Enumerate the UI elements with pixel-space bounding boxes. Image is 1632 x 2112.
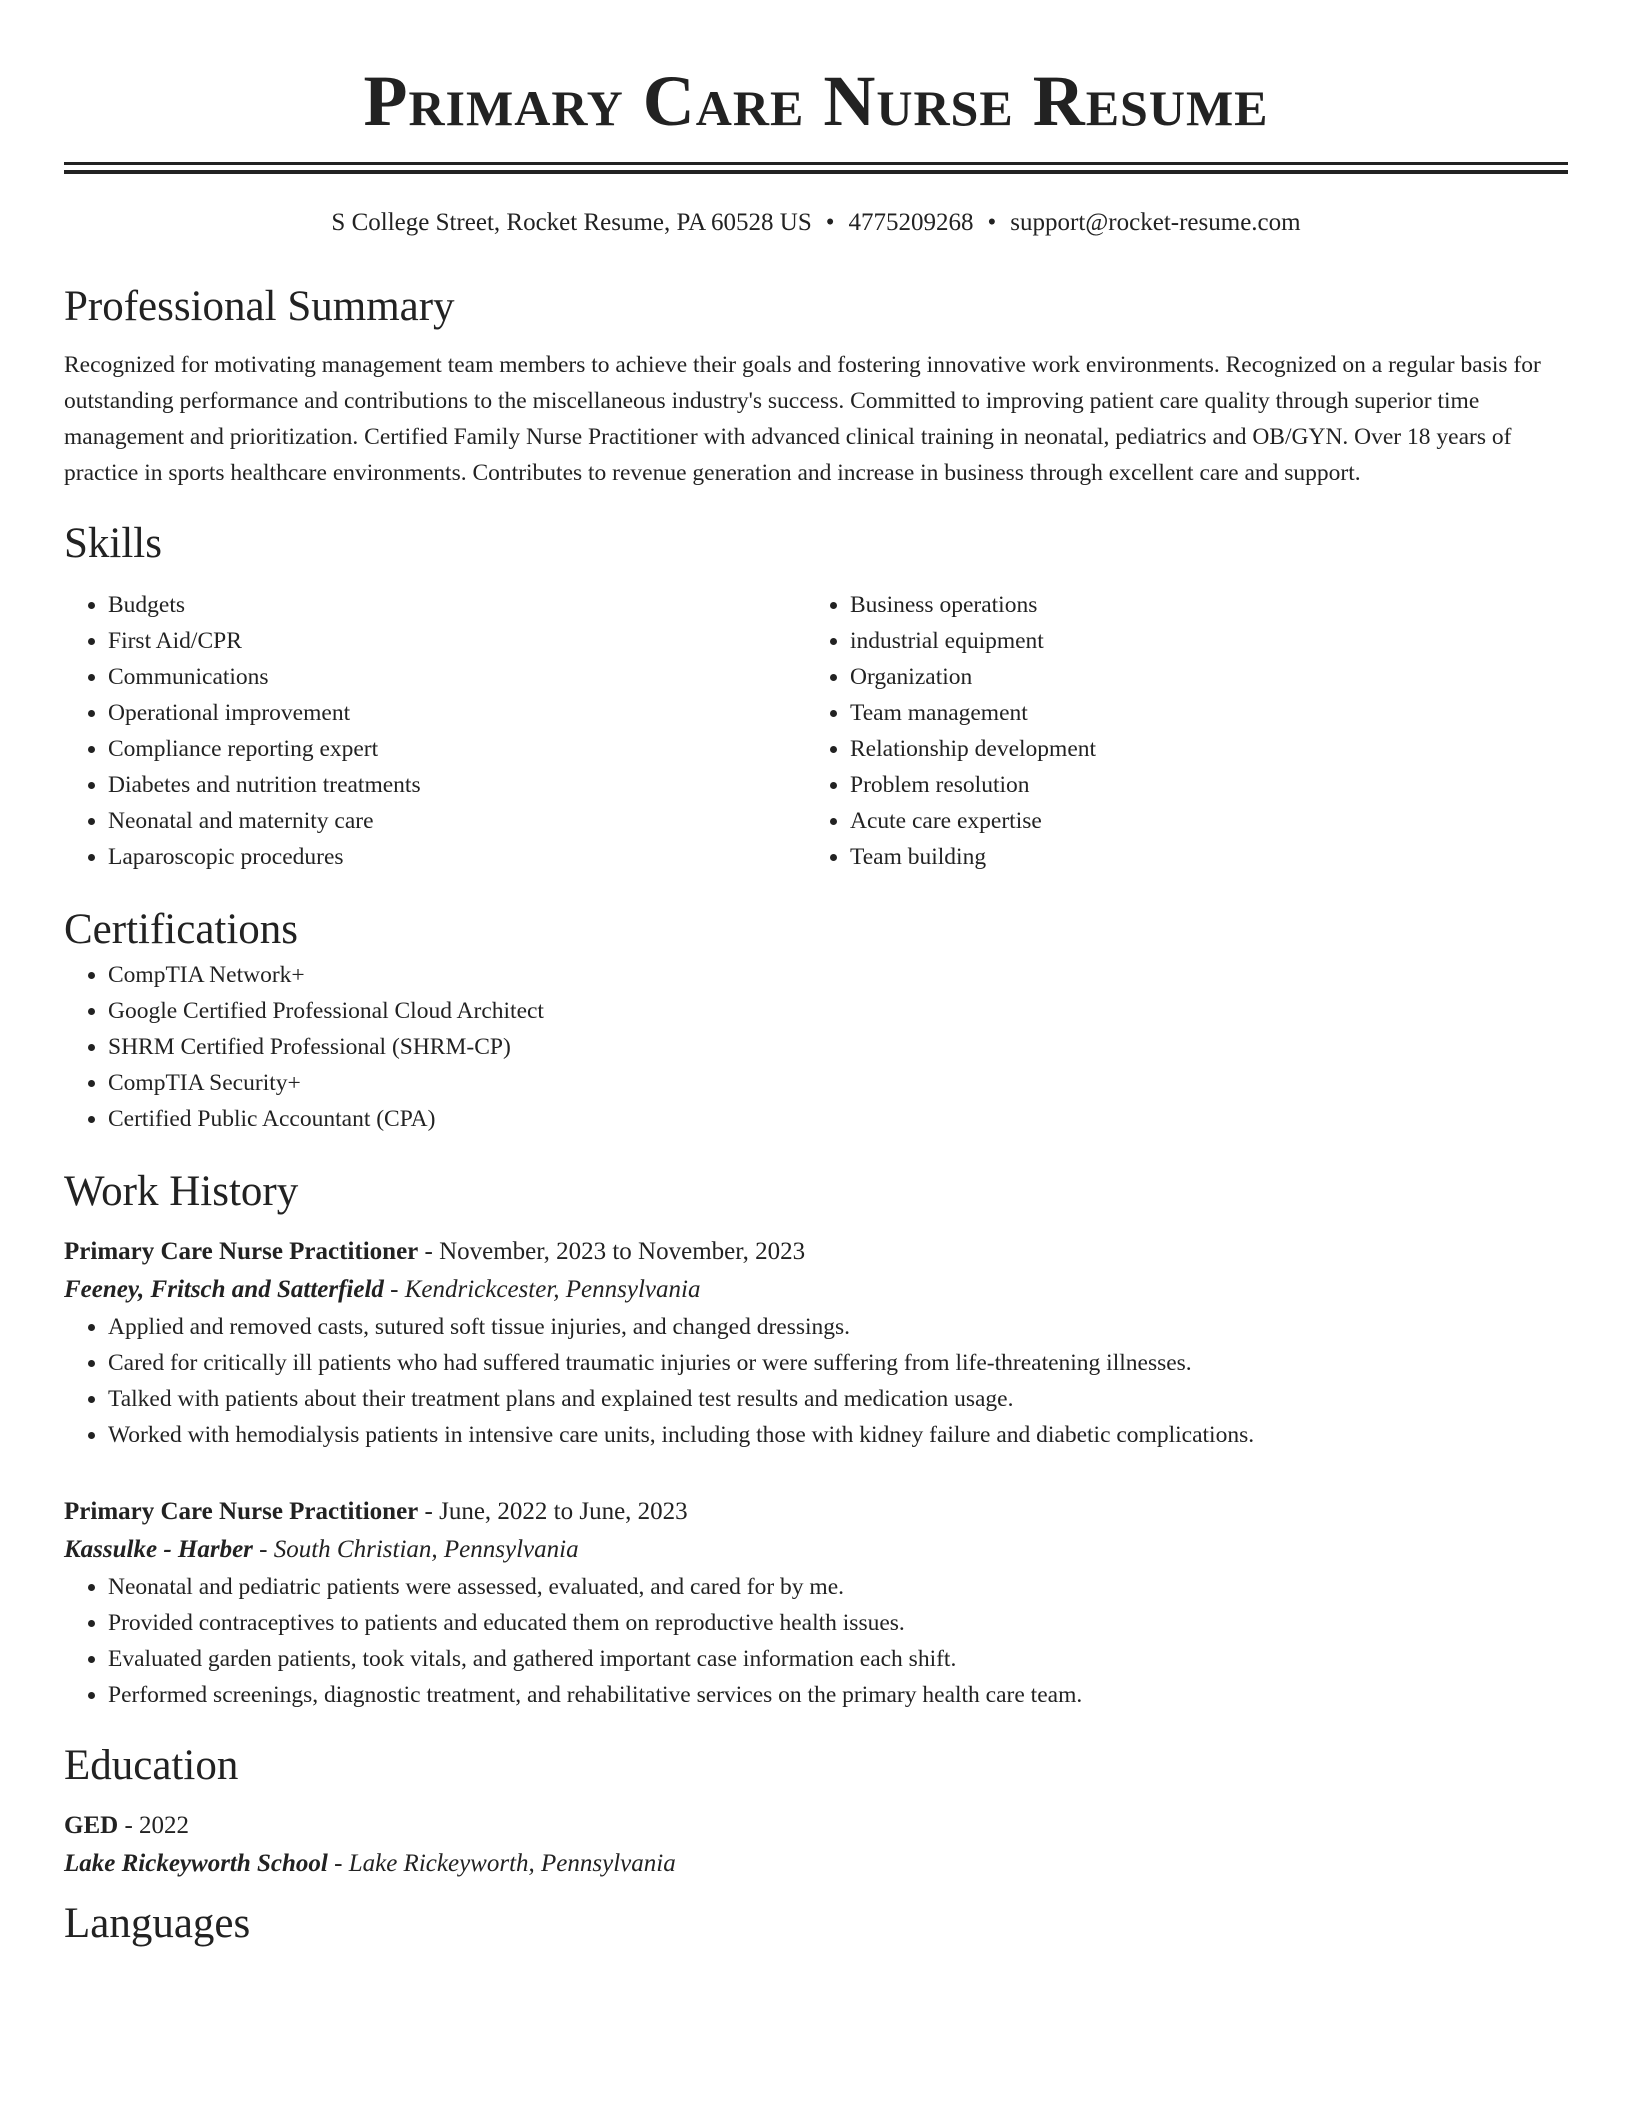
- job-employer-line: [64, 1271, 1568, 1309]
- contact-address: S College Street, Rocket Resume, PA 60528 US: [331, 209, 812, 236]
- certifications-list: [64, 957, 1568, 1137]
- skill-item: • Operational improvement: [108, 695, 806, 731]
- skill-item: • Team building: [850, 839, 1548, 875]
- summary-heading: Professional Summary: [64, 283, 455, 330]
- job-company: Feeney, Fritsch and Satterfield: [64, 1276, 384, 1303]
- job-location: - South Christian, Pennsylvania: [252, 1536, 579, 1563]
- skill-item: • industrial equipment: [850, 623, 1548, 659]
- job-company: Kassulke - Harber: [64, 1536, 253, 1563]
- job-entry: [64, 1233, 1568, 1453]
- job-duty-item: • Worked with hemodialysis patients in intensive care units, including those with kidney failure and diabetic complications.: [108, 1417, 1568, 1453]
- title-double-rule: [64, 162, 1568, 174]
- education-degree: GED: [64, 1812, 119, 1839]
- skill-item: • Organization: [850, 659, 1548, 695]
- skill-item: • Problem resolution: [850, 767, 1548, 803]
- skill-item: • Relationship development: [850, 731, 1548, 767]
- job-duty-item: • Cared for critically ill patients who had suffered traumatic injuries or were suffering from life-threatening illnesses.: [108, 1345, 1568, 1381]
- education-heading: Education: [64, 1742, 239, 1789]
- education-entry: [64, 1807, 1568, 1883]
- job-duty-item: • Talked with patients about their treatment plans and explained test results and medication usage.: [108, 1381, 1568, 1417]
- skill-item: • Business operations: [850, 587, 1548, 623]
- certification-item: • CompTIA Network+: [108, 957, 1568, 993]
- education-year: - 2022: [118, 1812, 190, 1839]
- skill-item: • Budgets: [108, 587, 806, 623]
- skill-item: • First Aid/CPR: [108, 623, 806, 659]
- skills-column-right: [806, 587, 1548, 875]
- contact-email: support@rocket-resume.com: [1010, 209, 1301, 236]
- skill-item: • Compliance reporting expert: [108, 731, 806, 767]
- skills-heading: Skills: [64, 520, 162, 567]
- job-dates: - June, 2022 to June, 2023: [418, 1498, 688, 1525]
- job-title: Primary Care Nurse Practitioner: [64, 1498, 419, 1525]
- job-dates: - November, 2023 to November, 2023: [418, 1238, 806, 1265]
- job-location: - Kendrickcester, Pennsylvania: [383, 1276, 701, 1303]
- resume-title: Primary Care Nurse Resume: [363, 61, 1269, 141]
- job-duties-list: [64, 1569, 1568, 1713]
- contact-phone: 4775209268: [848, 209, 974, 236]
- skill-item: • Acute care expertise: [850, 803, 1548, 839]
- skills-list: [64, 587, 1568, 875]
- contact-line: [64, 206, 1568, 240]
- contact-separator: •: [825, 209, 835, 236]
- summary-text: Recognized for motivating management team members to achieve their goals and fostering innovative work environments. Recognized on a regular basis for outstanding performance and contributions to the miscellaneous industry's success. Committed to improving patient care quality through superior time management and prioritization. Certified Family Nurse Practitioner with advanced clinical training in neonatal, pediatrics and OB/GYN. Over 18 years of practice in sports healthcare environments. Contributes to revenue generation and increase in business through excellent care and support.: [64, 352, 1541, 486]
- skill-item: • Team management: [850, 695, 1548, 731]
- contact-separator: •: [987, 209, 997, 236]
- education-degree-line: [64, 1807, 1568, 1845]
- certification-item: • CompTIA Security+: [108, 1065, 1568, 1101]
- education-school-line: [64, 1845, 1568, 1883]
- languages-heading: Languages: [64, 1900, 251, 1947]
- job-duty-item: • Provided contraceptives to patients and educated them on reproductive health issues.: [108, 1605, 1568, 1641]
- job-duty-item: • Evaluated garden patients, took vitals, and gathered important case information each shift.: [108, 1641, 1568, 1677]
- work-history-heading: Work History: [64, 1168, 299, 1215]
- skill-item: • Neonatal and maternity care: [108, 803, 806, 839]
- job-header: [64, 1233, 1568, 1271]
- skill-item: • Laparoscopic procedures: [108, 839, 806, 875]
- certification-item: • SHRM Certified Professional (SHRM-CP): [108, 1029, 1568, 1065]
- skill-item: • Diabetes and nutrition treatments: [108, 767, 806, 803]
- skill-item: • Communications: [108, 659, 806, 695]
- job-duty-item: • Neonatal and pediatric patients were assessed, evaluated, and cared for by me.: [108, 1569, 1568, 1605]
- certifications-heading: Certifications: [64, 906, 299, 953]
- skills-column-left: [64, 587, 806, 875]
- job-header: [64, 1493, 1568, 1531]
- certification-item: • Google Certified Professional Cloud Architect: [108, 993, 1568, 1029]
- education-school: Lake Rickeyworth School: [64, 1850, 328, 1877]
- job-entry: [64, 1493, 1568, 1713]
- job-employer-line: [64, 1531, 1568, 1569]
- education-location: - Lake Rickeyworth, Pennsylvania: [327, 1850, 676, 1877]
- certification-item: • Certified Public Accountant (CPA): [108, 1101, 1568, 1137]
- job-title: Primary Care Nurse Practitioner: [64, 1238, 419, 1265]
- job-duty-item: • Applied and removed casts, sutured soft tissue injuries, and changed dressings.: [108, 1309, 1568, 1345]
- job-duties-list: [64, 1309, 1568, 1453]
- job-duty-item: • Performed screenings, diagnostic treatment, and rehabilitative services on the primary health care team.: [108, 1677, 1568, 1713]
